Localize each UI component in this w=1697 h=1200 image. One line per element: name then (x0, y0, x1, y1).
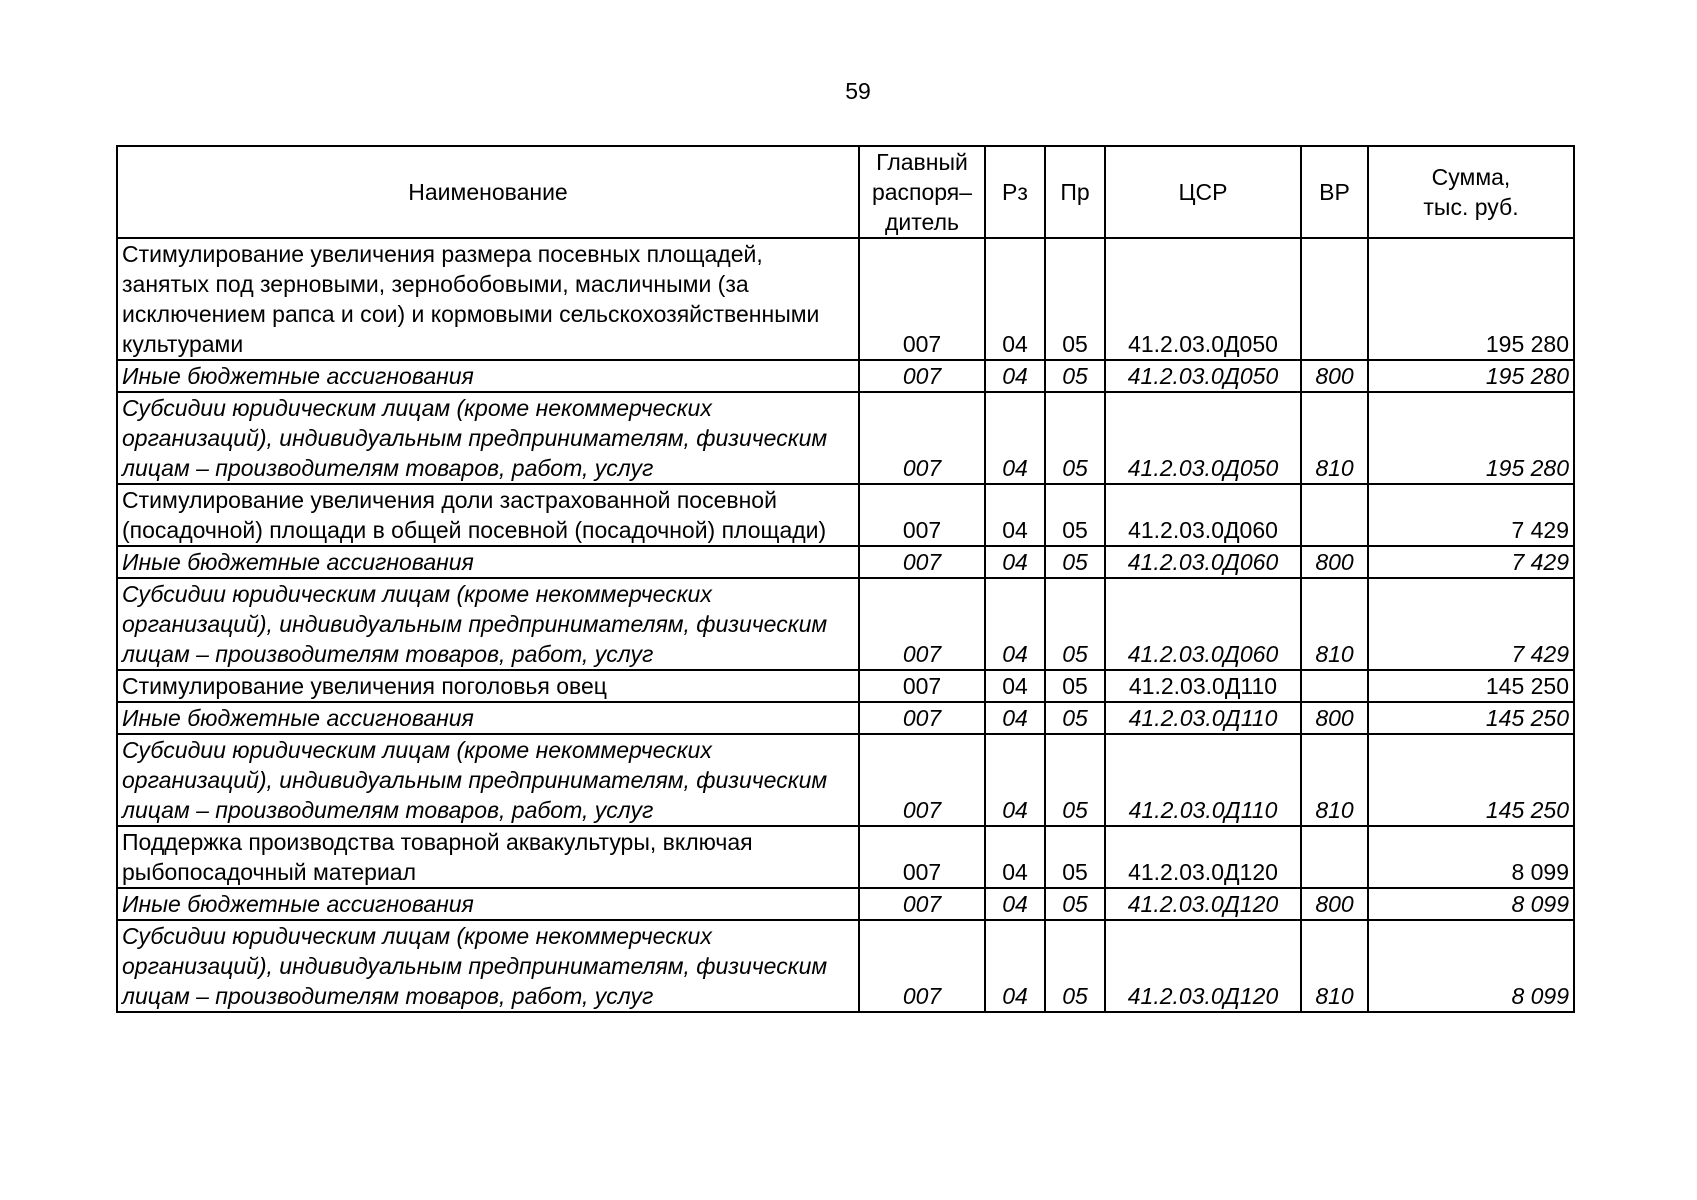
cell-vr (1301, 484, 1368, 546)
table-body (117, 238, 1574, 1012)
cell-vr (1301, 670, 1368, 702)
cell-csr: 41.2.03.0Д110 (1105, 702, 1301, 734)
cell-rz: 04 (985, 360, 1045, 392)
cell-sum: 145 250 (1368, 670, 1574, 702)
cell-rz: 04 (985, 826, 1045, 888)
table-row (117, 484, 1574, 546)
cell-sum: 8 099 (1368, 920, 1574, 1012)
cell-grbs: 007 (859, 888, 985, 920)
cell-sum: 195 280 (1368, 392, 1574, 484)
cell-rz: 04 (985, 392, 1045, 484)
cell-rz: 04 (985, 484, 1045, 546)
cell-rz: 04 (985, 702, 1045, 734)
cell-name: Иные бюджетные ассигнования (117, 702, 859, 734)
cell-csr: 41.2.03.0Д060 (1105, 546, 1301, 578)
header-pr: Пр (1045, 146, 1105, 238)
cell-csr: 41.2.03.0Д120 (1105, 888, 1301, 920)
cell-grbs: 007 (859, 238, 985, 360)
cell-pr: 05 (1045, 888, 1105, 920)
cell-sum: 7 429 (1368, 484, 1574, 546)
cell-sum: 7 429 (1368, 578, 1574, 670)
cell-rz: 04 (985, 888, 1045, 920)
cell-rz: 04 (985, 670, 1045, 702)
table-row (117, 360, 1574, 392)
table-row (117, 826, 1574, 888)
cell-csr: 41.2.03.0Д050 (1105, 360, 1301, 392)
header-sum-line-2: тыс. руб. (1423, 194, 1519, 220)
table-row (117, 670, 1574, 702)
cell-vr (1301, 238, 1368, 360)
table-row (117, 888, 1574, 920)
cell-rz: 04 (985, 920, 1045, 1012)
cell-sum: 8 099 (1368, 888, 1574, 920)
cell-name: Иные бюджетные ассигнования (117, 360, 859, 392)
header-name: Наименование (117, 146, 859, 238)
table-row (117, 702, 1574, 734)
cell-grbs: 007 (859, 734, 985, 826)
cell-sum: 8 099 (1368, 826, 1574, 888)
table-row (117, 578, 1574, 670)
cell-pr: 05 (1045, 578, 1105, 670)
cell-csr: 41.2.03.0Д120 (1105, 826, 1301, 888)
cell-grbs: 007 (859, 702, 985, 734)
header-csr: ЦСР (1105, 146, 1301, 238)
cell-grbs: 007 (859, 546, 985, 578)
cell-vr: 810 (1301, 392, 1368, 484)
cell-csr: 41.2.03.0Д060 (1105, 484, 1301, 546)
cell-name: Стимулирование увеличения размера посевных площадей, занятых под зерновыми, зернобобовыми, масличными (за исключением рапса и сои) и кормовыми сельскохозяйственными культурами (117, 238, 859, 360)
cell-name: Субсидии юридическим лицам (кроме некоммерческих организаций), индивидуальным предпринимателям, физическим лицам – производителям товаров, работ, услуг (117, 920, 859, 1012)
cell-sum: 145 250 (1368, 734, 1574, 826)
cell-csr: 41.2.03.0Д110 (1105, 734, 1301, 826)
cell-vr: 800 (1301, 360, 1368, 392)
cell-vr: 800 (1301, 546, 1368, 578)
cell-sum: 195 280 (1368, 238, 1574, 360)
cell-pr: 05 (1045, 734, 1105, 826)
cell-pr: 05 (1045, 238, 1105, 360)
table-row (117, 238, 1574, 360)
cell-csr: 41.2.03.0Д060 (1105, 578, 1301, 670)
cell-name: Иные бюджетные ассигнования (117, 888, 859, 920)
cell-vr: 810 (1301, 578, 1368, 670)
header-rz: Рз (985, 146, 1045, 238)
cell-pr: 05 (1045, 670, 1105, 702)
cell-pr: 05 (1045, 392, 1105, 484)
cell-rz: 04 (985, 238, 1045, 360)
cell-sum: 195 280 (1368, 360, 1574, 392)
cell-grbs: 007 (859, 826, 985, 888)
header-vr: ВР (1301, 146, 1368, 238)
cell-pr: 05 (1045, 826, 1105, 888)
header-grbs-line-2: распоря– (871, 179, 973, 205)
cell-sum: 145 250 (1368, 702, 1574, 734)
cell-pr: 05 (1045, 484, 1105, 546)
cell-pr: 05 (1045, 920, 1105, 1012)
cell-vr (1301, 826, 1368, 888)
cell-grbs: 007 (859, 920, 985, 1012)
cell-vr: 810 (1301, 920, 1368, 1012)
cell-csr: 41.2.03.0Д050 (1105, 238, 1301, 360)
cell-csr: 41.2.03.0Д050 (1105, 392, 1301, 484)
cell-csr: 41.2.03.0Д110 (1105, 670, 1301, 702)
cell-vr: 800 (1301, 888, 1368, 920)
cell-rz: 04 (985, 734, 1045, 826)
table-row (117, 920, 1574, 1012)
cell-grbs: 007 (859, 670, 985, 702)
header-grbs (859, 146, 985, 238)
cell-pr: 05 (1045, 360, 1105, 392)
table-row (117, 392, 1574, 484)
header-grbs-line-3: дитель (885, 209, 959, 235)
cell-grbs: 007 (859, 578, 985, 670)
page-number: 59 (845, 78, 871, 104)
cell-pr: 05 (1045, 702, 1105, 734)
table-row (117, 734, 1574, 826)
cell-rz: 04 (985, 546, 1045, 578)
cell-name: Субсидии юридическим лицам (кроме некоммерческих организаций), индивидуальным предпринимателям, физическим лицам – производителям товаров, работ, услуг (117, 578, 859, 670)
cell-grbs: 007 (859, 392, 985, 484)
cell-rz: 04 (985, 578, 1045, 670)
budget-table (116, 145, 1575, 1013)
cell-name: Поддержка производства товарной аквакультуры, включая рыбопосадочный материал (117, 826, 859, 888)
cell-name: Стимулирование увеличения доли застрахованной посевной (посадочной) площади в общей посевной (посадочной) площади) (117, 484, 859, 546)
header-sum (1368, 146, 1574, 238)
header-grbs-line-1: Главный (876, 149, 968, 175)
cell-grbs: 007 (859, 484, 985, 546)
cell-csr: 41.2.03.0Д120 (1105, 920, 1301, 1012)
cell-name: Субсидии юридическим лицам (кроме некоммерческих организаций), индивидуальным предпринимателям, физическим лицам – производителям товаров, работ, услуг (117, 734, 859, 826)
header-sum-line-1: Сумма, (1431, 164, 1511, 190)
cell-grbs: 007 (859, 360, 985, 392)
cell-vr: 800 (1301, 702, 1368, 734)
header-row (117, 146, 1574, 238)
cell-name: Стимулирование увеличения поголовья овец (117, 670, 859, 702)
cell-name: Иные бюджетные ассигнования (117, 546, 859, 578)
cell-sum: 7 429 (1368, 546, 1574, 578)
table-row (117, 546, 1574, 578)
cell-name: Субсидии юридическим лицам (кроме некоммерческих организаций), индивидуальным предпринимателям, физическим лицам – производителям товаров, работ, услуг (117, 392, 859, 484)
cell-pr: 05 (1045, 546, 1105, 578)
cell-vr: 810 (1301, 734, 1368, 826)
